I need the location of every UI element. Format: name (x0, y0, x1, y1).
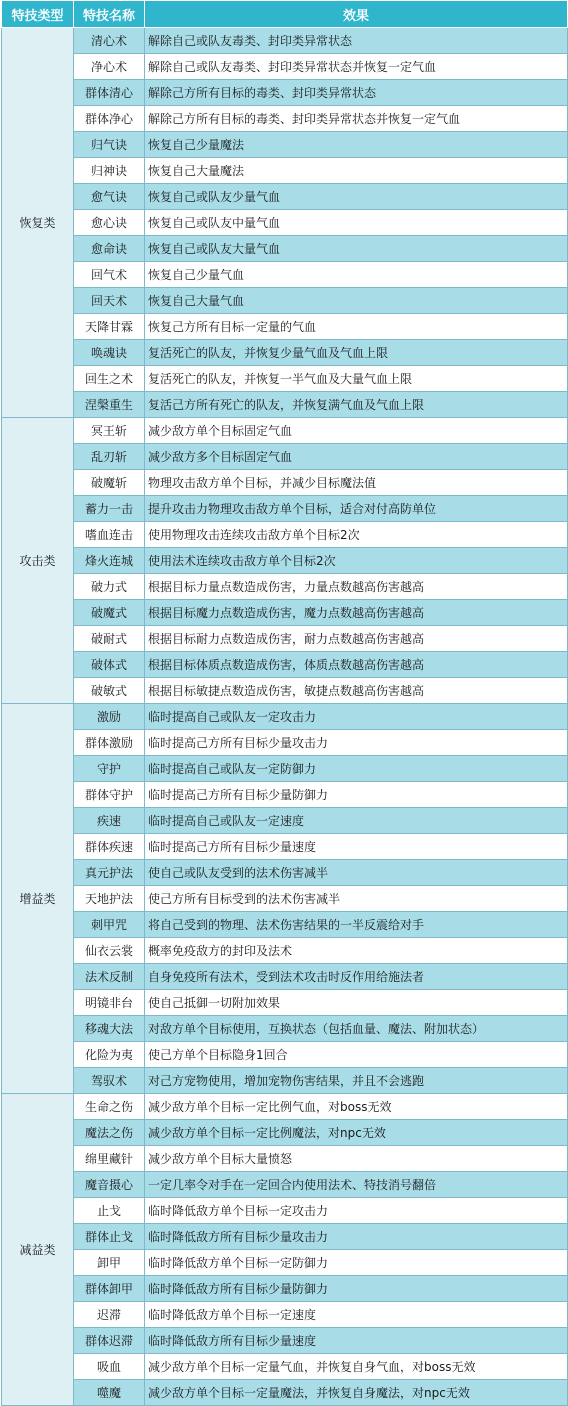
skill-effect: 恢复自己大量气血 (145, 288, 568, 314)
skill-effect: 减少敌方单个目标大量愤怒 (145, 1146, 568, 1172)
skill-effect: 临时提高己方所有目标少量防御力 (145, 782, 568, 808)
skill-effect: 解除自己或队友毒类、封印类异常状态并恢复一定气血 (145, 54, 568, 80)
skill-name: 移魂大法 (74, 1016, 145, 1042)
skill-effect: 复活死亡的队友，并恢复少量气血及气血上限 (145, 340, 568, 366)
skill-name: 群体止戈 (74, 1224, 145, 1250)
skill-effect: 减少敌方单个目标固定气血 (145, 418, 568, 444)
table-row (2, 1380, 568, 1406)
table-row (2, 340, 568, 366)
skill-name: 烽火连城 (74, 548, 145, 574)
skill-name: 群体迟滞 (74, 1328, 145, 1354)
table-row (2, 1068, 568, 1094)
skill-name: 天降甘霖 (74, 314, 145, 340)
table-row (2, 1302, 568, 1328)
skill-effect: 提升攻击力物理攻击敌方单个目标，适合对付高防单位 (145, 496, 568, 522)
skill-name: 净心术 (74, 54, 145, 80)
skill-effect: 根据目标力量点数造成伤害，力量点数越高伤害越高 (145, 574, 568, 600)
skill-name: 乱刃斩 (74, 444, 145, 470)
skill-name: 破魔斩 (74, 470, 145, 496)
table-body (2, 28, 568, 1406)
table-header-row (2, 1, 568, 28)
skill-effect: 解除己方所有目标的毒类、封印类异常状态并恢复一定气血 (145, 106, 568, 132)
skill-name: 唤魂诀 (74, 340, 145, 366)
skill-category: 恢复类 (2, 28, 74, 418)
skill-name: 止戈 (74, 1198, 145, 1224)
table-row (2, 964, 568, 990)
skill-name: 守护 (74, 756, 145, 782)
skill-effect: 解除己方所有目标的毒类、封印类异常状态 (145, 80, 568, 106)
table-row (2, 574, 568, 600)
skill-name: 回气术 (74, 262, 145, 288)
skill-effect: 概率免疫敌方的封印及法术 (145, 938, 568, 964)
table-row (2, 652, 568, 678)
skill-effect: 临时提高自己或队友一定速度 (145, 808, 568, 834)
table-row (2, 834, 568, 860)
table-row (2, 54, 568, 80)
table-row (2, 418, 568, 444)
skill-name: 明镜非台 (74, 990, 145, 1016)
skill-effect: 减少敌方单个目标一定比例魔法，对npc无效 (145, 1120, 568, 1146)
skill-effect: 使自己或队友受到的法术伤害减半 (145, 860, 568, 886)
header-effect: 效果 (145, 1, 568, 28)
skill-name: 真元护法 (74, 860, 145, 886)
skill-effect: 复活死亡的队友，并恢复一半气血及大量气血上限 (145, 366, 568, 392)
skill-name: 刺甲咒 (74, 912, 145, 938)
table-row (2, 1276, 568, 1302)
skill-name: 卸甲 (74, 1250, 145, 1276)
skill-effect: 恢复自己或队友大量气血 (145, 236, 568, 262)
skill-effect: 临时降低敌方所有目标少量攻击力 (145, 1224, 568, 1250)
skill-category: 攻击类 (2, 418, 74, 704)
skill-effect: 使用法术连续攻击敌方单个目标2次 (145, 548, 568, 574)
skill-name: 破体式 (74, 652, 145, 678)
table-row (2, 1146, 568, 1172)
skill-name: 驾驭术 (74, 1068, 145, 1094)
skill-effect: 使用物理攻击连续攻击敌方单个目标2次 (145, 522, 568, 548)
skill-name: 群体疾速 (74, 834, 145, 860)
table-row (2, 210, 568, 236)
skill-name: 归神诀 (74, 158, 145, 184)
skill-name: 群体清心 (74, 80, 145, 106)
skill-name: 愈心诀 (74, 210, 145, 236)
table-row (2, 1094, 568, 1120)
skill-effect: 恢复自己少量魔法 (145, 132, 568, 158)
table-row (2, 522, 568, 548)
skill-name: 破耐式 (74, 626, 145, 652)
skill-name: 迟滞 (74, 1302, 145, 1328)
skill-name: 归气诀 (74, 132, 145, 158)
skill-effect: 解除自己或队友毒类、封印类异常状态 (145, 28, 568, 54)
skill-name: 群体卸甲 (74, 1276, 145, 1302)
skill-effect: 临时提高己方所有目标少量攻击力 (145, 730, 568, 756)
skill-effect: 根据目标体质点数造成伤害，体质点数越高伤害越高 (145, 652, 568, 678)
table-row (2, 80, 568, 106)
skill-name: 破魔式 (74, 600, 145, 626)
skill-name: 愈气诀 (74, 184, 145, 210)
skill-effect: 一定几率令对手在一定回合内使用法术、特技消号翻倍 (145, 1172, 568, 1198)
skill-effect: 临时降低敌方所有目标少量速度 (145, 1328, 568, 1354)
skill-effect: 临时降低敌方单个目标一定速度 (145, 1302, 568, 1328)
skill-effect: 自身免疫所有法术，受到法术攻击时反作用给施法者 (145, 964, 568, 990)
table-row (2, 938, 568, 964)
table-row (2, 28, 568, 54)
skill-effect: 临时降低敌方单个目标一定攻击力 (145, 1198, 568, 1224)
skill-effect: 恢复自己或队友中量气血 (145, 210, 568, 236)
table-row (2, 288, 568, 314)
table-row (2, 600, 568, 626)
skill-name: 绵里藏针 (74, 1146, 145, 1172)
skill-effect: 物理攻击敌方单个目标，并减少目标魔法值 (145, 470, 568, 496)
header-skill-name: 特技名称 (74, 1, 145, 28)
table-row (2, 1042, 568, 1068)
skill-name: 吸血 (74, 1354, 145, 1380)
skill-name: 嗜血连击 (74, 522, 145, 548)
skill-effect: 使自己抵御一切附加效果 (145, 990, 568, 1016)
skill-effect: 恢复己方所有目标一定量的气血 (145, 314, 568, 340)
table-row (2, 470, 568, 496)
skill-name: 魔音摄心 (74, 1172, 145, 1198)
skill-effect: 减少敌方单个目标一定量魔法，并恢复自身魔法，对npc无效 (145, 1380, 568, 1406)
skill-name: 回生之术 (74, 366, 145, 392)
table-row (2, 1016, 568, 1042)
skill-effect: 减少敌方单个目标一定比例气血，对boss无效 (145, 1094, 568, 1120)
skill-effect: 对己方宠物使用，增加宠物伤害结果，并且不会逃跑 (145, 1068, 568, 1094)
table-row (2, 1120, 568, 1146)
table-row (2, 158, 568, 184)
skill-effect: 临时降低敌方所有目标少量防御力 (145, 1276, 568, 1302)
skill-effect: 根据目标耐力点数造成伤害，耐力点数越高伤害越高 (145, 626, 568, 652)
skill-effect: 将自己受到的物理、法术伤害结果的一半反震给对手 (145, 912, 568, 938)
skill-effect: 根据目标敏捷点数造成伤害，敏捷点数越高伤害越高 (145, 678, 568, 704)
skill-name: 激励 (74, 704, 145, 730)
table-row (2, 860, 568, 886)
skill-effect: 对敌方单个目标使用，互换状态（包括血量、魔法、附加状态） (145, 1016, 568, 1042)
table-row (2, 236, 568, 262)
table-row (2, 1250, 568, 1276)
skill-category: 增益类 (2, 704, 74, 1094)
table-row (2, 496, 568, 522)
header-skill-type: 特技类型 (2, 1, 74, 28)
table-row (2, 756, 568, 782)
skill-name: 破力式 (74, 574, 145, 600)
skill-name: 仙衣云裳 (74, 938, 145, 964)
skill-name: 魔法之伤 (74, 1120, 145, 1146)
skill-name: 生命之伤 (74, 1094, 145, 1120)
skills-table (1, 0, 568, 1406)
skill-effect: 恢复自己或队友少量气血 (145, 184, 568, 210)
skill-category: 减益类 (2, 1094, 74, 1406)
skill-effect: 根据目标魔力点数造成伤害，魔力点数越高伤害越高 (145, 600, 568, 626)
skill-name: 冥王斩 (74, 418, 145, 444)
skill-name: 涅槃重生 (74, 392, 145, 418)
skill-effect: 临时提高自己或队友一定攻击力 (145, 704, 568, 730)
table-row (2, 1198, 568, 1224)
table-row (2, 184, 568, 210)
table-row (2, 548, 568, 574)
skill-effect: 使己方单个目标隐身1回合 (145, 1042, 568, 1068)
table-row (2, 1328, 568, 1354)
table-row (2, 262, 568, 288)
skill-name: 化险为夷 (74, 1042, 145, 1068)
table-row (2, 1224, 568, 1250)
skill-effect: 临时提高自己或队友一定防御力 (145, 756, 568, 782)
table-row (2, 730, 568, 756)
table-row (2, 678, 568, 704)
table-row (2, 106, 568, 132)
table-row (2, 912, 568, 938)
skill-name: 群体守护 (74, 782, 145, 808)
table-row (2, 1354, 568, 1380)
skill-name: 法术反制 (74, 964, 145, 990)
skill-name: 群体激励 (74, 730, 145, 756)
skill-name: 破敏式 (74, 678, 145, 704)
skill-effect: 复活己方所有死亡的队友，并恢复满气血及气血上限 (145, 392, 568, 418)
skill-name: 蓄力一击 (74, 496, 145, 522)
table-row (2, 704, 568, 730)
table-row (2, 444, 568, 470)
skill-effect: 临时提高己方所有目标少量速度 (145, 834, 568, 860)
table-row (2, 808, 568, 834)
table-row (2, 132, 568, 158)
table-row (2, 1172, 568, 1198)
skill-name: 噬魔 (74, 1380, 145, 1406)
skill-effect: 减少敌方多个目标固定气血 (145, 444, 568, 470)
table-row (2, 886, 568, 912)
skill-effect: 使己方所有目标受到的法术伤害减半 (145, 886, 568, 912)
skill-effect: 临时降低敌方单个目标一定防御力 (145, 1250, 568, 1276)
skill-name: 清心术 (74, 28, 145, 54)
skill-name: 群体净心 (74, 106, 145, 132)
skill-name: 愈命诀 (74, 236, 145, 262)
table-row (2, 314, 568, 340)
skill-effect: 减少敌方单个目标一定量气血，并恢复自身气血，对boss无效 (145, 1354, 568, 1380)
skill-effect: 恢复自己大量魔法 (145, 158, 568, 184)
table-row (2, 366, 568, 392)
table-row (2, 782, 568, 808)
skill-name: 疾速 (74, 808, 145, 834)
table-row (2, 392, 568, 418)
skill-effect: 恢复自己少量气血 (145, 262, 568, 288)
skill-name: 天地护法 (74, 886, 145, 912)
table-row (2, 626, 568, 652)
skill-name: 回天术 (74, 288, 145, 314)
table-row (2, 990, 568, 1016)
